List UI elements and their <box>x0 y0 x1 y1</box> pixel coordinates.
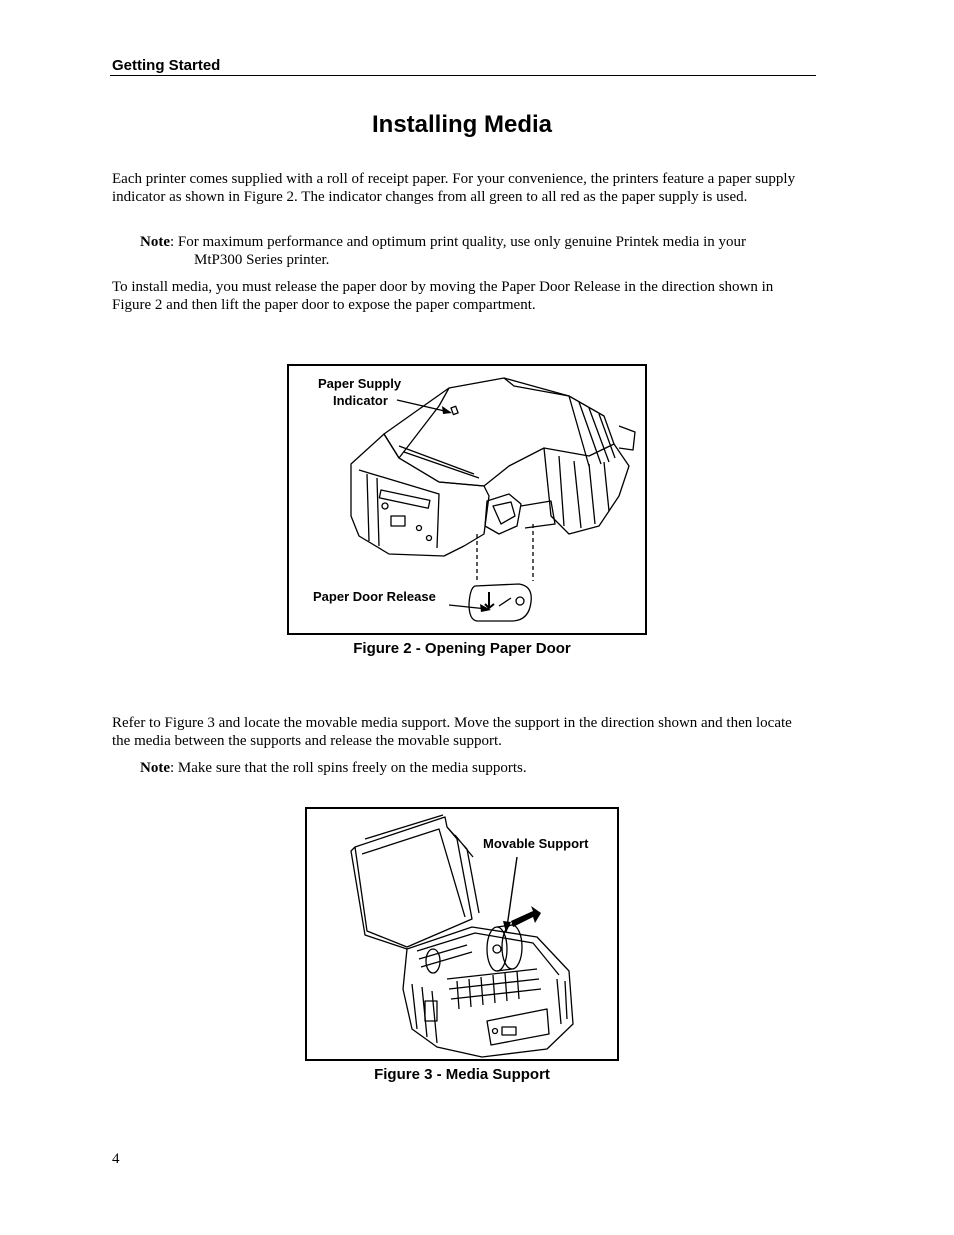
install-paragraph: To install media, you must release the paper door by moving the Paper Door Release in the direction shown in Figure 2 and then lift the paper door to expose the paper compartment. <box>112 279 774 313</box>
running-header: Getting Started <box>112 57 221 74</box>
note-text-continued: MtP300 Series printer. <box>194 252 330 268</box>
figure-3-caption: Figure 3 - Media Support <box>374 1066 550 1083</box>
callout-paper-supply-line1: Paper Supply <box>318 376 402 391</box>
note-roll-spin <box>140 759 810 777</box>
intro-paragraph: Each printer comes supplied with a roll of receipt paper. For your convenience, the printers feature a paper supply indicator as shown in Figure 2. The indicator changes from all green to all red as the paper supply is used. <box>112 171 796 205</box>
note-performance <box>140 233 810 269</box>
page-number: 4 <box>112 1151 120 1167</box>
figure-2-caption: Figure 2 - Opening Paper Door <box>353 640 571 657</box>
callout-paper-supply <box>318 375 401 409</box>
note-label: Note <box>140 234 170 250</box>
header-rule <box>110 75 816 76</box>
page-title: Installing Media <box>371 111 553 138</box>
figure-2-opening-paper-door <box>287 364 647 635</box>
note-text: : Make sure that the roll spins freely on the media supports. <box>170 760 527 776</box>
note-label: Note <box>140 760 170 776</box>
callout-paper-door-release: Paper Door Release <box>313 589 436 604</box>
callout-paper-supply-line2: Indicator <box>333 393 388 408</box>
note-text: : For maximum performance and optimum print quality, use only genuine Printek media in your <box>170 234 746 250</box>
callout-movable-support: Movable Support <box>483 836 589 851</box>
refer-paragraph: Refer to Figure 3 and locate the movable media support. Move the support in the direction shown and then locate the media between the supports and release the movable support. <box>112 715 792 749</box>
figure-3-media-support <box>305 807 619 1061</box>
